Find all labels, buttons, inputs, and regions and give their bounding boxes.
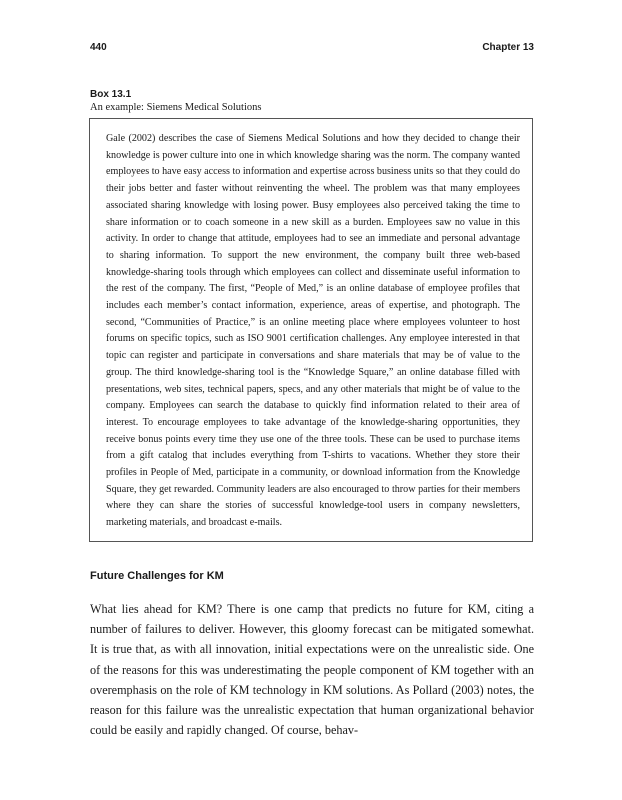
box-label: Box 13.1 (90, 89, 132, 100)
box-body-text: Gale (2002) describes the case of Siemens Medical Solutions and how they decided to change their knowledge is power culture into one in which knowledge sharing was the norm. The company wanted employees to have easy access to information and expertise across business units so that they could do their jobs better and faster without reinventing the wheel. The problem was that many employees associated sharing knowledge with losing power. Busy employees also perceived taking the time to share information or to coach someone in a new skill as a burden. Employees saw no value in this activity. In order to change that attitude, employees had to see an immediate and personal advantage to sharing information. To support the new environment, the company built three web-based knowledge-sharing tools through which employees can collect and disseminate useful information to the rest of the company. The first, “People of Med,” is an online database of employee profiles that includes each member’s contact information, experience, areas of expertise, and photograph. The second, “Communities of Practice,” is an online meeting place where employees volunteer to host forums on specific topics, such as ISO 9001 certification challenges. Any employee interested in that topic can register and participate in conversations and share materials that may be of value to the group. The third knowledge-sharing tool is the “Knowledge Square,” an online database filled with presentations, web sites, technical papers, specs, and any other materials that might be of value to the company. Employees can search the database to quickly find information related to their area of interest. To encourage employees to take advantage of the knowledge-sharing opportunities, they receive bonus points every time they use one of the three tools. These can be used to purchase items from a gift catalog that includes everything from T-shirts to vacations. Whether they store their profiles in People of Med, participate in a community, or download information from the Knowledge Square, they get rewarded. Community leaders are also encouraged to throw parties for their members where they can share the stories of successful knowledge-tool users in company newsletters, marketing materials, and broadcast e-mails. (106, 133, 520, 529)
page-number: 440 (90, 42, 107, 53)
section-heading: Future Challenges for KM (90, 570, 224, 582)
body-paragraph: What lies ahead for KM? There is one camp that predicts no future for KM, citing a number of failures to deliver. However, this gloomy forecast can be mitigated somewhat. It is true that, as with all innovation, initial expectations were on the unrealistic side. One of the reasons for this was underestimating the people component of KM together with an overemphasis on the role of KM technology in KM solutions. As Pollard (2003) notes, the reason for this failure was the unrealistic expectation that human organizational behavior could be easily and rapidly changed. Of course, behav- (90, 602, 534, 738)
chapter-label: Chapter 13 (482, 42, 534, 53)
case-study-box (89, 118, 533, 542)
box-subtitle: An example: Siemens Medical Solutions (90, 102, 262, 113)
